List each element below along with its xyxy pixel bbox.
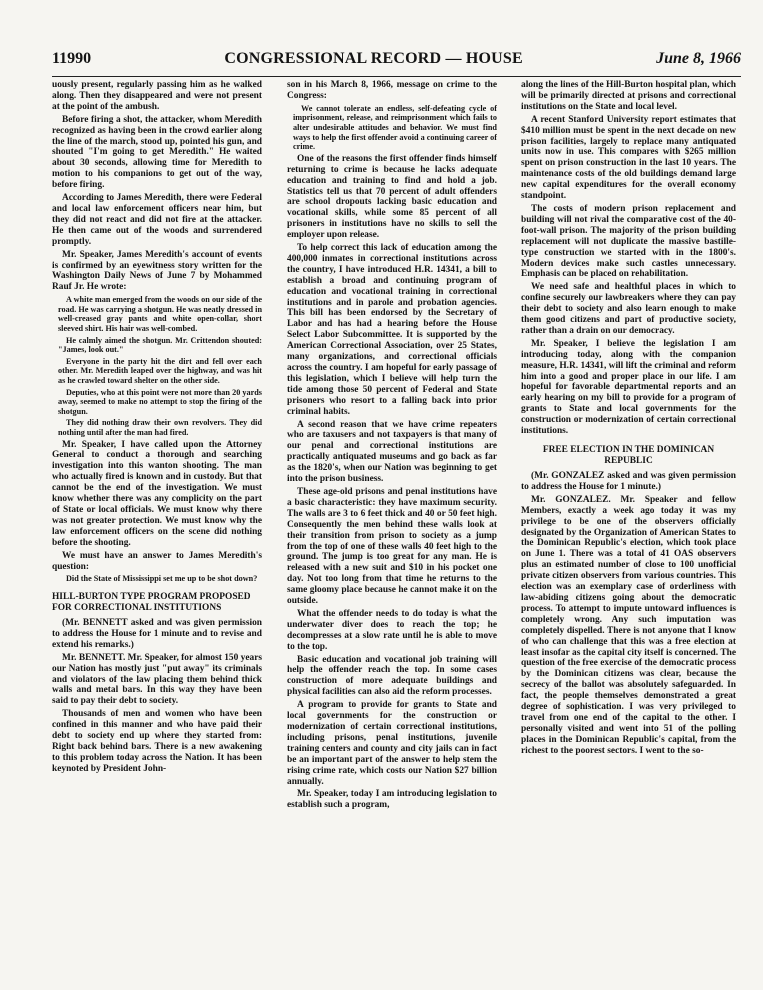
quoted-passage: Everyone in the party hit the dirt and fell over each other. Mr. Meredith leaped over the highway, and was hit as he crawled toward shelter on the other side.: [58, 356, 262, 385]
paragraph: A program to provide for grants to State and local governments for the construction or modernization of certain correctional institutions, including prisons, penal institutions, juvenile training centers and county and city jails can in fact be an important part of the answer to help stem the rising crime rate, which costs our Nation $27 billion annually.: [287, 700, 497, 787]
paragraph: We must have an answer to James Meredith's question:: [52, 550, 262, 572]
paragraph: A second reason that we have crime repeaters who are taxusers and not taxpayers is that many of our penal and correctional institutions are practically antiquated museums and go back as far as the 1820's, when our Nation was beginning to get into the prison business.: [287, 419, 497, 485]
paragraph: A recent Stanford University report estimates that $410 million must be spent in the next decade on new prison facilities, largely to replace many antiquated units now in use. This compares with $265 million spent on prison construction in the last 10 years. The maintenance costs of the old buildings demand large new capital expenditures for the overall economy standpoint.: [521, 114, 736, 202]
paragraph: These age-old prisons and penal institutions have a basic characteristic: they have maximum security. The walls are 3 to 6 feet thick and 40 or 50 feet high. Consequently the men behind these walls look at their transition from prison to society as a jump from the top of one of these walls 40 feet high to the ground. The jump is too great for any man. He is released with a new suit and $10 in his pocket one day. Not too long from that time he returns to the same gloomy place because he cannot make it on the outside.: [287, 486, 497, 607]
issue-date: June 8, 1966: [656, 50, 741, 67]
quoted-passage: A white man emerged from the woods on our side of the road. He was carrying a shotgun. He was neatly dressed in well-creased gray pants and white open-collar, short sleeved shirt. His hair was well-combed.: [58, 295, 262, 333]
column-3: [521, 80, 736, 980]
paragraph: (Mr. BENNETT asked and was given permission to address the House for 1 minute and to revise and extend his remarks.): [52, 618, 262, 650]
page-number: 11990: [52, 50, 92, 67]
paragraph: Mr. Speaker, James Meredith's account of events is confirmed by an eyewitness story written for the Washington Daily News of June 7 by Mohammed Rauf Jr. He wrote:: [52, 249, 262, 293]
paragraph: (Mr. GONZALEZ asked and was given permission to address the House for 1 minute.): [521, 471, 736, 492]
paragraph: Mr. Speaker, I have called upon the Attorney General to conduct a thorough and searching investigation into this wanton shooting. The man who actually fired is known and in custody. But that cannot be the end of the investigation. We must know whether there was any complicity on the part of State or local officials. We must know why there was not greater protection. We must know why the law enforcement officers on the scene did nothing before the shooting.: [52, 439, 262, 548]
column-2: [287, 80, 497, 980]
quoted-passage: We cannot tolerate an endless, self-defeating cycle of imprisonment, release, and reimprisonment which fails to alter undesirable attitudes and behavior. We must find ways to help the first offender avoid a continuing career of crime.: [293, 103, 497, 152]
paragraph: Mr. Speaker, I believe the legislation I am introducing today, along with the companion measure, H.R. 14341, will lift the criminal and reform him into a good and proper place in our life. I am hopeful for favorable departmental reports and an early hearing on my bill to provide for a program of grants to State and local governments for the construction or modernization of certain correctional institutions.: [521, 338, 736, 437]
paragraph: Mr. GONZALEZ. Mr. Speaker and fellow Members, exactly a week ago today it was my privilege to be one of the observers officially designated by the Organization of American States to the Dominican Republic's election, which took place on June 1. There was a total of 41 OAS observers plus an estimated number of close to 100 unofficial private citizen observers from various countries. This election was an exemplary case of orderliness with law-abiding citizens going about the democratic process. To attempt to impute untoward influences is completely wrong. Any such imputation was completely dispelled. There is not anyone that I know of who can challenge that this was a free election at least insofar as the capital city itself is concerned. The question of the free exercise of the democratic process by the Dominican citizens was clear, because the secrecy of the ballot was absolutely safeguarded. In fact, the people themselves demonstrated a great degree of sophistication. I was very privileged to travel from one end of the capital to the other. I personally visited and went into 51 of the polling places in the Dominican Republic's capital, from the richest to the poorest sectors. I went to the so-: [521, 494, 736, 756]
section-heading: HILL-BURTON TYPE PROGRAM PROPOSED FOR CORRECTIONAL INSTITUTIONS: [52, 592, 251, 613]
paragraph: Basic education and vocational job training will help the offender reach the top. In some cases construction of more adequate buildings and physical facilities can also aid the reform processes.: [287, 654, 497, 698]
quoted-passage: They did nothing draw their own revolvers. They did nothing until after the man had fired.: [58, 418, 262, 437]
paragraph: Mr. BENNETT. Mr. Speaker, for almost 150 years our Nation has mostly just "put away" its criminals and violators of the law placing them behind thick walls and metal bars. In this way they have been said to pay their debt to society.: [52, 652, 262, 707]
paragraph: According to James Meredith, there were Federal and local law enforcement officers near him, but they did not react and did not fire at the attacker. He then came out of the woods and surrendered promptly.: [52, 193, 262, 247]
column-1: [52, 80, 262, 980]
page-header: [52, 50, 741, 74]
paragraph: uously present, regularly passing him as he walked along. Then they disappeared and were not present at the point of the ambush.: [52, 80, 262, 112]
header-rule: [52, 76, 741, 77]
paragraph: Before firing a shot, the attacker, whom Meredith recognized as having been in the crowd earlier along the line of the march, stood up, pointed his gun, and shouted "I'm going to get Meredith." He waited about 30 seconds, allowing time for Meredith to motion to his companions to get out of the way, before firing.: [52, 114, 262, 191]
publication-title: CONGRESSIONAL RECORD — HOUSE: [224, 50, 523, 67]
paragraph: The costs of modern prison replacement and building will not rival the comparative cost of the 40-foot-wall prison. The majority of the prison building replacement will not duplicate the massive bastille-type construction we started with in the 1800's. Modern devices make such castles unnecessary. Emphasis can be placed on rehabilitation.: [521, 203, 736, 280]
paragraph: What the offender needs to do today is what the underwater diver does to reach the top; he decompresses at a slow rate until he is able to move to the top.: [287, 608, 497, 652]
paragraph: along the lines of the Hill-Burton hospital plan, which will be primarily directed at prisons and correctional institutions on the State and local level.: [521, 80, 736, 112]
paragraph: Mr. Speaker, today I am introducing legislation to establish such a program,: [287, 789, 497, 811]
paragraph: Thousands of men and women who have been confined in this manner and who have paid their debt to society end up where they started from: Right back behind bars. There is a new awakening to this problem today across the Nation. It has been keynoted by President John-: [52, 709, 262, 774]
section-heading: FREE ELECTION IN THE DOMINICAN REPUBLIC: [542, 445, 715, 466]
quoted-passage: Did the State of Mississippi set me up to be shot down?: [66, 574, 258, 584]
paragraph: To help correct this lack of education among the 400,000 inmates in correctional institutions across the country, I have introduced H.R. 14341, a bill to establish a broad and continuing program of education and vocational training in correctional institutions and in parole and probation agencies. This bill has been endorsed by the Secretary of Labor and has had a hearing before the House Select Labor Subcommittee. It is supported by the American Correctional Association, over 25 States, many organizations, and correctional officials across the country. I am hopeful for early passage of this legislation, which I believe will help turn the tide among those 50 percent of Federal and State prisoners who resort to a falling back into prior criminal habits.: [287, 243, 497, 417]
paragraph: son in his March 8, 1966, message on crime to the Congress:: [287, 80, 497, 101]
quoted-passage: He calmly aimed the shotgun. Mr. Crittendon shouted: "James, look out.": [58, 335, 262, 355]
paragraph: We need safe and healthful places in which to confine securely our lawbreakers where they can pay their debt to society and also learn enough to make them good citizens and part of productive society, rather than a drain on our democracy.: [521, 282, 736, 336]
quoted-passage: Deputies, who at this point were not more than 20 yards away, seemed to make no attempt to stop the firing of the shotgun.: [58, 387, 262, 416]
paragraph: One of the reasons the first offender finds himself returning to crime is because he lacks adequate education and training to find and hold a job. Statistics tell us that 70 percent of adult offenders are school dropouts lacking basic education and vocational skills, while some 85 percent of all prisoners in institutions have no skills to sell the employer upon release.: [287, 153, 497, 241]
